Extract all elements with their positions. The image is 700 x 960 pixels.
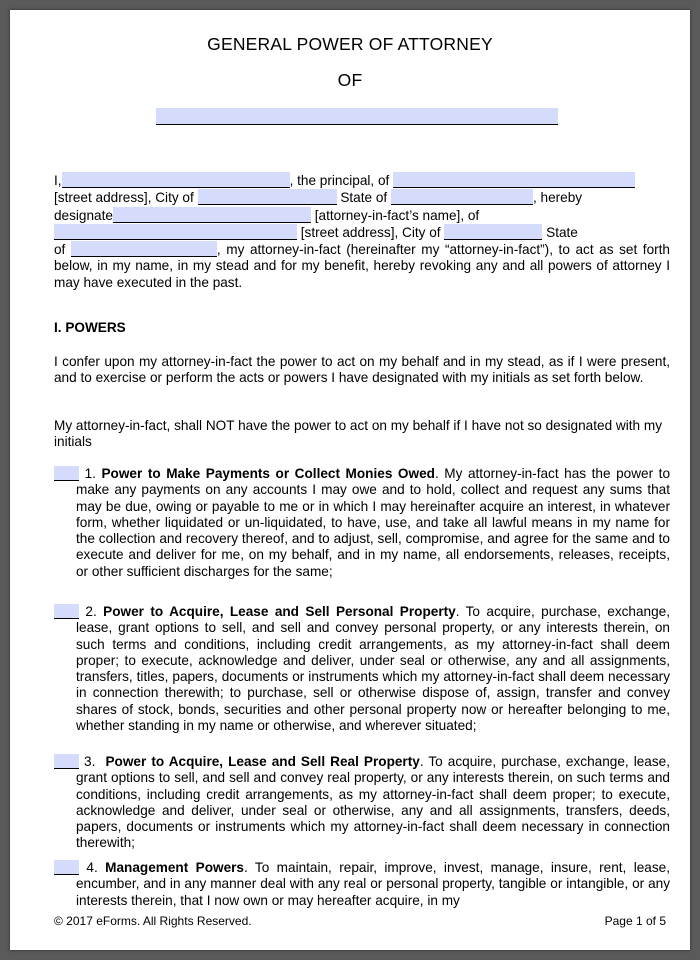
intro-paragraph: I, , the principal, of [street address], City of State of , hereby designate [attorney-in-fact’s name], of [street address], City of State of , my attorney-in-fact (hereinafter my “attorney-in-fact”), to act as set forth below, in my name, in my stead and for my benefit, hereby revoking any and all powers of attorney I may have executed in the past. bbox=[54, 173, 670, 290]
power-item-4: 4. Management Powers. To maintain, repair, improve, invest, manage, insure, rent, lease, encumber, and in any manner deal with any real or personal property, tangible or intangible, or any interests therein, that I now own or may hereafter acquire, in my bbox=[54, 860, 670, 909]
document-title: GENERAL POWER OF ATTORNEY bbox=[207, 34, 493, 54]
attorney-city-field[interactable] bbox=[444, 224, 542, 240]
power-title-4: Management Powers bbox=[105, 860, 244, 875]
copyright-text: © 2017 eForms. All Rights Reserved. bbox=[54, 914, 252, 928]
power-title-1: Power to Make Payments or Collect Monies Owed bbox=[101, 466, 435, 481]
principal-name-field[interactable] bbox=[62, 172, 290, 188]
attorney-street-address-field[interactable] bbox=[54, 224, 297, 240]
initials-field-4[interactable] bbox=[54, 860, 79, 875]
initials-field-3[interactable] bbox=[54, 754, 79, 769]
principal-city-field[interactable] bbox=[198, 189, 337, 205]
power-item-1: 1. Power to Make Payments or Collect Monies Owed. My attorney-in-fact has the power to make any payments on any accounts I may owe and to hold, collect and request any sums that may be due, owing or payable to me or in which I may hereinafter acquire an interest, in whatever form, whether liquidated or un-liquidated, to have, use, and take all lawful means in my name for the collection and recovery thereof, and to adjust, sell, compromise, and agree for the same and to execute and deliver for me, on my behalf, and in my name, all endorsements, releases, receipts, or other sufficient discharges for the same; bbox=[54, 466, 670, 580]
principal-street-address-field[interactable] bbox=[393, 172, 635, 188]
powers-heading: I. POWERS bbox=[54, 320, 126, 335]
page-number: Page 1 of 5 bbox=[604, 914, 666, 928]
document-title-of: OF bbox=[337, 70, 363, 90]
power-item-2: 2. Power to Acquire, Lease and Sell Personal Property. To acquire, purchase, exchange, lease, grant options to sell, and sell and convey personal property, or any interests therein, on such terms and conditions, including credit arrangements, as my attorney-in-fact shall deem proper; to execute, acknowledge and deliver, under seal or otherwise, any and all assignments, transfers, titles, papers, documents or instruments which my attorney-in-fact shall deem necessary in connection therewith; to purchase, sell or otherwise dispose of, assign, transfer and convey shares of stock, bonds, securities and other personal property now or hereafter belonging to me, whether standing in my name or otherwise, and wherever situated; bbox=[54, 604, 670, 734]
attorney-state-field[interactable] bbox=[71, 241, 217, 257]
power-item-3: 3. Power to Acquire, Lease and Sell Real Property. To acquire, purchase, exchange, lease, grant options to sell, and sell and convey real property, or any interests therein, on such terms and conditions, including credit arrangements, as my attorney-in-fact shall deem proper; to execute, acknowledge and deliver, under seal or otherwise, any and all assignments, transfers, deeds, papers, documents or instruments which my attorney-in-fact shall deem necessary in connection therewith; bbox=[54, 754, 670, 852]
attorney-name-field[interactable] bbox=[113, 207, 311, 223]
principal-state-field[interactable] bbox=[391, 189, 533, 205]
initials-field-1[interactable] bbox=[54, 466, 79, 481]
principal-name-title-field[interactable] bbox=[156, 108, 558, 125]
document-page bbox=[10, 10, 690, 950]
powers-paragraph-2: My attorney-in-fact, shall NOT have the power to act on my behalf if I have not so designated with my initials bbox=[54, 418, 662, 450]
power-title-2: Power to Acquire, Lease and Sell Personal Property bbox=[103, 604, 456, 619]
initials-field-2[interactable] bbox=[54, 604, 79, 619]
power-title-3: Power to Acquire, Lease and Sell Real Property bbox=[105, 754, 420, 769]
powers-paragraph-1: I confer upon my attorney-in-fact the power to act on my behalf and in my stead, as if I were present, and to exercise or perform the acts or powers I have designated with my initials as set forth below. bbox=[54, 354, 670, 386]
